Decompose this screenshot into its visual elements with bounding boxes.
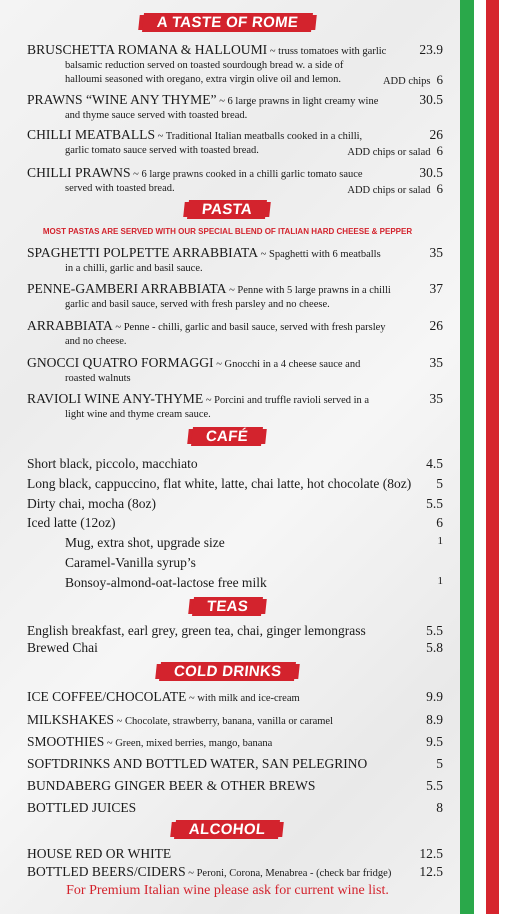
menu-item: BRUSCHETTA ROMANA & HALLOUMI ~ truss tomatoes with garlic balsamic reduction served on toasted sourdough bread w. a side of halloumi seasoned with oregano, extra virgin olive oil and lemon. 23.9 ADD chips 6 [27,42,443,87]
alcohol-item: BOTTLED BEERS/CIDERS ~ Peroni, Corona, Menabrea - (check bar fridge) 12.5 [27,864,443,879]
section-banner-taste-of-rome: A TASTE OF ROME [0,13,455,32]
pasta-note: MOST PASTAS ARE SERVED WITH OUR SPECIAL BLEND OF ITALIAN HARD CHEESE & PEPPER [42,227,413,236]
cold-drink-item: BOTTLED JUICES 8 [27,800,443,815]
section-banner-pasta: PASTA [0,200,455,219]
tea-item: English breakfast, earl grey, green tea, chai, ginger lemongrass 5.5 [27,623,443,638]
tea-item: Brewed Chai 5.8 [27,640,443,655]
cold-drink-item: SMOOTHIES ~ Green, mixed berries, mango, banana 9.5 [27,734,443,749]
alcohol-item: HOUSE RED OR WHITE 12.5 [27,846,443,861]
section-banner-cafe: CAFÉ [0,427,455,446]
menu-item: CHILLI MEATBALLS ~ Traditional Italian meatballs cooked in a chilli, garlic tomato sauce served with toasted bread. 26 ADD chips or salad 6 [27,127,443,158]
cafe-item: Dirty chai, mocha (8oz) 5.5 [27,496,443,511]
cold-drink-item: SOFTDRINKS AND BOTTLED WATER, SAN PELEGRINO 5 [27,756,443,771]
menu-item: CHILLI PRAWNS ~ 6 large prawns cooked in a chilli garlic tomato sauce served with toasted bread. 30.5 ADD chips or salad 6 [27,165,443,196]
cold-drink-item: ICE COFFEE/CHOCOLATE ~ with milk and ice-cream 9.9 [27,689,443,704]
menu-item: RAVIOLI WINE ANY-THYME ~ Porcini and truffle ravioli served in a light wine and thyme cream sauce. 35 [27,391,443,420]
menu-item: ARRABBIATA ~ Penne - chilli, garlic and basil sauce, served with fresh parsley and no cheese. 26 [27,318,443,347]
section-banner-cold-drinks: COLD DRINKS [0,662,455,681]
cold-drink-item: BUNDABERG GINGER BEER & OTHER BREWS 5.5 [27,778,443,793]
section-banner-teas: TEAS [0,597,455,616]
menu-item: PENNE-GAMBERI ARRABBIATA ~ Penne with 5 large prawns in a chilli garlic and basil sauce, served with fresh parsley and no cheese. 37 [27,281,443,310]
cafe-item: Long black, cappuccino, flat white, latte, chai latte, hot chocolate (8oz) 5 [27,476,443,491]
menu-item: PRAWNS “WINE ANY THYME” ~ 6 large prawns in light creamy wine and thyme sauce served with toasted bread. 30.5 [27,92,443,121]
italian-flag-stripes [460,0,510,914]
cafe-item: Iced latte (12oz) 6 [27,515,443,530]
section-banner-alcohol: ALCOHOL [0,820,455,839]
cafe-extra: Bonsoy-almond-oat-lactose free milk 1 [65,575,443,590]
cafe-extra: Mug, extra shot, upgrade size 1 [65,535,443,550]
cold-drink-item: MILKSHAKES ~ Chocolate, strawberry, banana, vanilla or caramel 8.9 [27,712,443,727]
cafe-extra: Caramel-Vanilla syrup’s [65,555,196,570]
menu-item: SPAGHETTI POLPETTE ARRABBIATA ~ Spaghetti with 6 meatballs in a chilli, garlic and basil sauce. 35 [27,245,443,274]
wine-list-note: For Premium Italian wine please ask for current wine list. [66,883,389,898]
cafe-item: Short black, piccolo, macchiato 4.5 [27,456,443,471]
menu-item: GNOCCI QUATRO FORMAGGI ~ Gnocchi in a 4 cheese sauce and roasted walnuts 35 [27,355,443,384]
